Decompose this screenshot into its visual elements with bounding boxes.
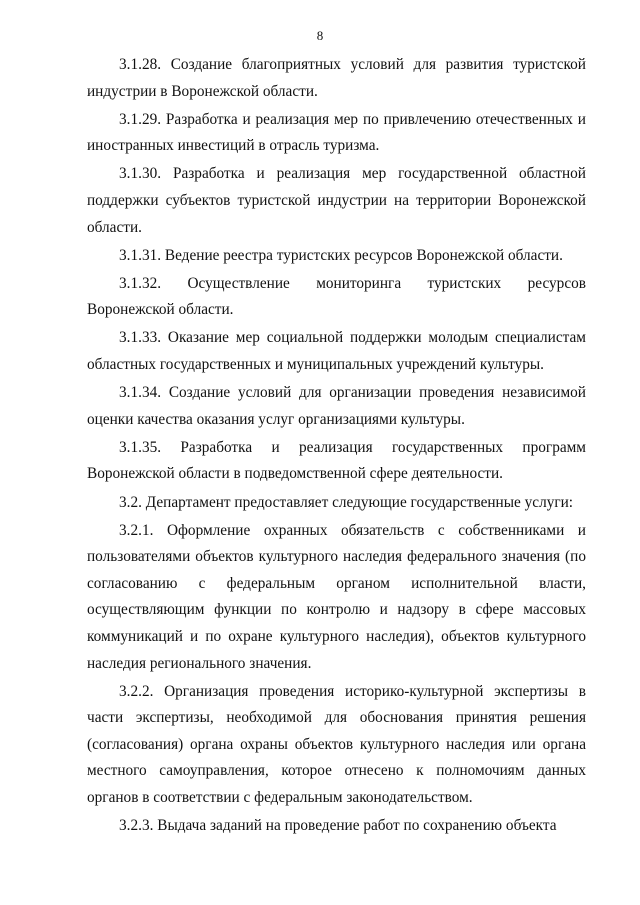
paragraph-3-1-34: 3.1.34. Создание условий для организации проведения независимой оценки качества оказания услуг организациями культуры. [87, 384, 586, 428]
page-number: 8 [316, 28, 324, 43]
paragraph-3-1-29: 3.1.29. Разработка и реализация мер по привлечению отечественных и иностранных инвестиций в отрасль туризма. [87, 110, 586, 155]
paragraph-3-2-2: 3.2.2. Организация проведения историко-культурной экспертизы в части экспертизы, необходимой для обоснования принятия решения (согласования) органа охраны объектов культурного наследия или органа местного самоуправления, которое отнесено к полномочиям данных органов в соответствии с федеральным законодательством. [87, 682, 586, 807]
paragraph-3-1-31: 3.1.31. Ведение реестра туристских ресурсов Воронежской области. [119, 246, 563, 264]
paragraph-3-1-28: 3.1.28. Создание благоприятных условий для развития туристской индустрии в Воронежской области. [87, 56, 586, 100]
paragraph-3-2-1: 3.2.1. Оформление охранных обязательств с собственниками и пользователями объектов культурного наследия федерального значения (по согласованию с федеральным органом исполнительной власти, осуществляющим функции по контролю и надзору в сфере массовых коммуникаций и по охране культурного наследия), объектов культурного наследия регионального значения. [87, 521, 586, 672]
paragraph-3-1-33: 3.1.33. Оказание мер социальной поддержки молодым специалистам областных государственных и муниципальных учреждений культуры. [87, 329, 586, 374]
paragraph-3-2: 3.2. Департамент предоставляет следующие государственные услуги: [119, 493, 574, 511]
paragraph-3-1-30: 3.1.30. Разработка и реализация мер государственной областной поддержки субъектов туристской индустрии на территории Воронежской области. [87, 165, 586, 236]
paragraph-3-1-32: 3.1.32. Осуществление мониторинга туристских ресурсов Воронежской области. [87, 274, 586, 319]
paragraph-3-2-3: 3.2.3. Выдача заданий на проведение работ по сохранению объекта [119, 817, 557, 835]
paragraph-3-1-35: 3.1.35. Разработка и реализация государственных программ Воронежской области в подведомственной сфере деятельности. [87, 438, 586, 483]
document-body [87, 52, 586, 841]
